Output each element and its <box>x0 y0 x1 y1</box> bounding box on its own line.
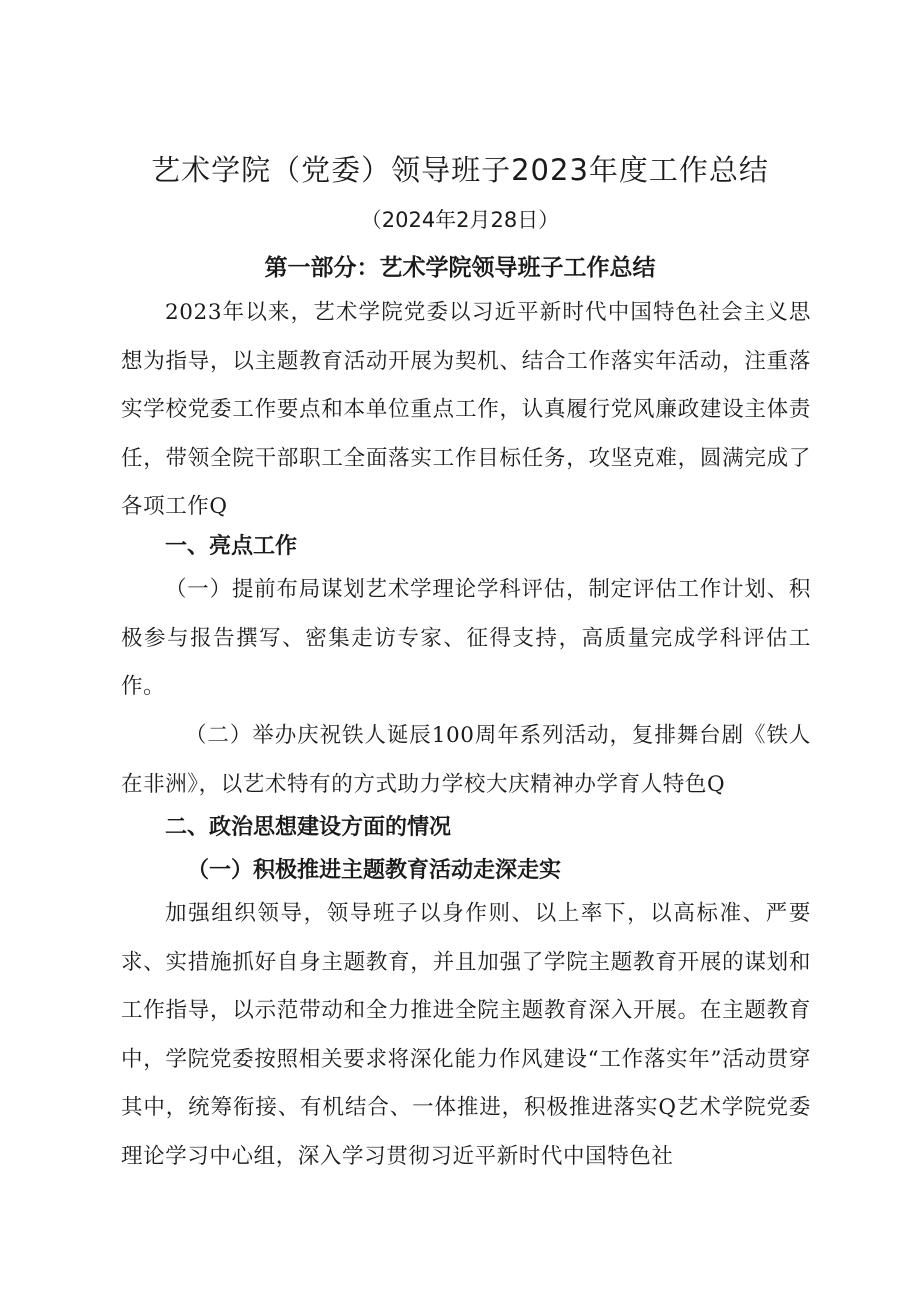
highlight-item-2: （二）举办庆祝铁人诞辰100周年系列活动，复排舞台剧《铁人在非洲》，以艺术特有的方式助力学校大庆精神办学育人特色Q <box>121 723 811 797</box>
theme-education-paragraph: 加强组织领导，领导班子以身作则、以上率下，以高标准、严要求、实措施抓好自身主题教育，并且加强了学院主题教育开展的谋划和工作指导，以示范带动和全力推进全院主题教育深入开展。在主题教育中，学院党委按照相关要求将深化能力作风建设“工作落实年”活动贯穿其中，统筹衔接、有机结合、一体推进，积极推进落实Q艺术学院党委理论学习中心组，深入学习贯彻习近平新时代中国特色社 <box>121 901 811 1169</box>
section-heading-political: 二、政治思想建设方面的情况 <box>165 815 452 840</box>
highlight-item-1: （一）提前布局谋划艺术学理论学科评估，制定评估工作计划、积极参与报告撰写、密集走访专家、征得支持，高质量完成学科评估工作。 <box>121 577 811 700</box>
intro-paragraph: 2023年以来，艺术学院党委以习近平新时代中国特色社会主义思想为指导，以主题教育活动开展为契机、结合工作落实年活动，注重落实学校党委工作要点和本单位重点工作，认真履行党风廉政建设主体责任，带领全院干部职工全面落实工作目标任务，攻坚克难，圆满完成了各项工作Q <box>121 300 811 520</box>
section-heading-highlights: 一、亮点工作 <box>165 534 298 559</box>
document-title: 艺术学院（党委）领导班子2023年度工作总结 <box>151 153 769 187</box>
document-date: （2024年2月28日） <box>360 208 560 232</box>
part-heading: 第一部分：艺术学院领导班子工作总结 <box>264 255 656 281</box>
subsection-heading-theme-education: （一）积极推进主题教育活动走深走实 <box>187 858 562 883</box>
